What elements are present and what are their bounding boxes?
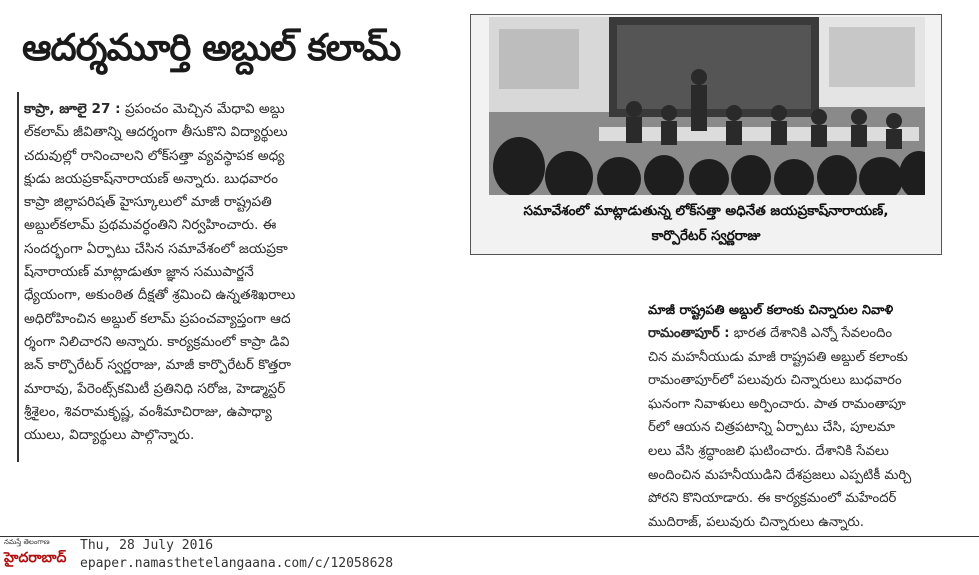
article-line: ముదిరాజ్, పలువురు చిన్నారులు ఉన్నారు.	[648, 514, 864, 530]
footer-divider	[0, 536, 979, 537]
article-line: సందర్భంగా ఏర్పాటు చేసిన సమావేశంలో జయప్రకా	[24, 240, 288, 257]
article-line: ష్‌నారాయణ్ మాట్లాడుతూ జ్ఞాన సముపార్జనే	[24, 264, 254, 281]
article-line: ఘనంగా నివాళులు అర్పించారు. పాత రామంతాపూ	[648, 396, 906, 412]
article-line: రామంతాపూర్ : భారత దేశానికి ఎన్నో సేవలందిం	[648, 326, 893, 341]
side-article-body	[648, 322, 958, 534]
photo-frame	[470, 14, 942, 255]
side-article	[648, 300, 958, 534]
article-line: ర్‌లో ఆయన చిత్రపటాన్ని ఏర్పాటు చేసి, పూలమా	[648, 420, 895, 436]
epaper-link[interactable]: epaper.namasthetelangaana.com/c/12058628	[80, 556, 394, 571]
side-dateline: రామంతాపూర్ :	[648, 326, 730, 341]
caption-line: కార్పొరేటర్ స్వర్ణరాజు	[651, 228, 761, 244]
logo-masthead: నమస్తే తెలంగాణ	[4, 538, 50, 546]
article-line: యులు, విద్యార్థులు పాల్గొన్నారు.	[24, 427, 195, 444]
article-line: ర్శంగా నిలిచారని అన్నారు. కార్యక్రమంలో కాప్రా డివి	[24, 333, 290, 350]
photo-caption	[471, 199, 941, 249]
logo-edition: హైదరాబాద్	[4, 550, 67, 566]
column-rule	[17, 92, 19, 462]
article-line: క్షుడు జయప్రకాష్‌నారాయణ్ అన్నారు. బుధవారం	[24, 170, 278, 187]
dateline: కాప్రా, జూలై 27 :	[24, 101, 121, 117]
article-line: రామంతాపూర్‌లో పలువురు చిన్నారులు బుధవారం	[648, 373, 902, 389]
article-line: కాప్రా, జూలై 27 : ప్రపంచం మెచ్చిన మేధావి అబ్దు	[24, 101, 285, 117]
article-line: జన్ కార్పొరేటర్ స్వర్ణరాజు, మాజీ కార్పొరేటర్ కొత్తరా	[24, 357, 292, 374]
article-line: చదువుల్లో రానించాలని లోక్‌సత్తా వ్యవస్థాపక అధ్య	[24, 147, 285, 164]
article-line: కాప్రా జిల్లాపరిషత్ హైస్కూలులో మాజీ రాష్ట్రపతి	[24, 194, 272, 211]
article-line: అబ్దుల్‌కలామ్ ప్రథమవర్ధంతిని నిర్వహించారు. ఈ	[24, 217, 277, 234]
edition-date: Thu, 28 July 2016	[80, 538, 214, 553]
headline: ఆదర్శమూర్తి అబ్దుల్ కలామ్	[22, 26, 401, 69]
article-line: పోరని కొనియాడారు. ఈ కార్యక్రమంలో మహేందర్	[648, 491, 897, 507]
main-article-body	[24, 98, 464, 447]
article-line: అధిరోహించిన అబ్దుల్ కలామ్ ప్రపంచవ్యాప్తంగా ఆద	[24, 310, 291, 327]
event-photo-illustration	[489, 17, 925, 195]
newspaper-logo	[4, 538, 70, 572]
article-line: మారావు, పేరెంట్స్‌కమిటీ ప్రతినిధి సరోజ, హెడ్మాస్టర్	[24, 380, 286, 397]
article-line: చిన మహనీయుడు మాజీ రాష్ట్రపతి అబ్దుల్ కలాంకు	[648, 349, 908, 365]
article-line: ధ్యేయంగా, అకుంఠిత దీక్షతో శ్రమించి ఉన్నతశిఖరాలు	[24, 287, 296, 304]
event-photo	[489, 17, 925, 195]
article-line: లలు వేసి శ్రద్ధాంజలి ఘటించారు. దేశానికి సేవలు	[648, 443, 889, 459]
article-line: అందించిన మహనీయుడిని దేశప్రజలు ఎప్పటికీ మర్చి	[648, 467, 912, 483]
side-article-headline: మాజీ రాష్ట్రపతి అబ్దుల్ కలాంకు చిన్నారుల నివాళి	[648, 303, 894, 318]
caption-line: సమావేశంలో మాట్లాడుతున్న లోక్‌సత్తా అధినేత జయప్రకాష్‌నారాయణ్,	[523, 203, 889, 219]
article-line: శ్రీశైలం, శివరామకృష్ణ, వంశీమాచిరాజు, ఉపాధ్యా	[24, 403, 272, 420]
article-line: ల్‌కలామ్ జీవితాన్ని ఆదర్శంగా తీసుకొని విద్యార్థులు	[24, 124, 288, 141]
